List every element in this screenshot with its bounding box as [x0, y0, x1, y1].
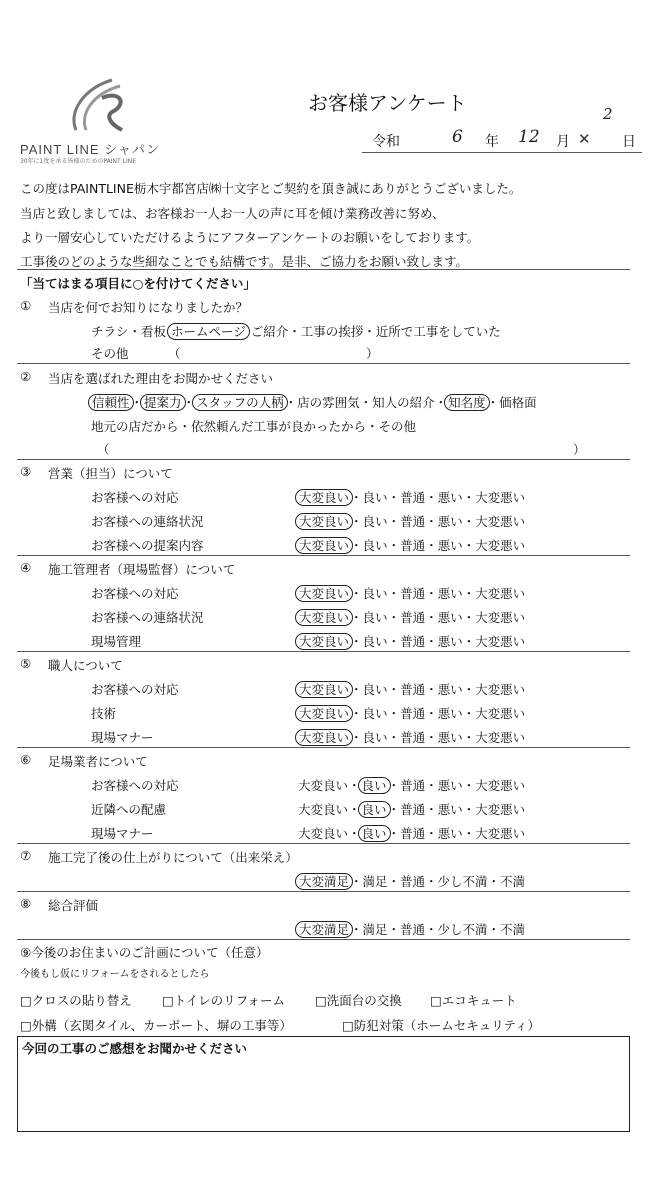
- q3-item-3-label: お客様への提案内容: [91, 538, 204, 553]
- q7-scale: 大変満足・満足・普通・少し不満・不満: [298, 872, 525, 890]
- q3-item-2-scale: 大変良い・良い・普通・悪い・大変悪い: [298, 512, 525, 530]
- q7-title: 施工完了後の仕上がりについて（出来栄え）: [48, 850, 298, 865]
- q4-item-3-scale: 大変良い・良い・普通・悪い・大変悪い: [298, 632, 525, 650]
- q5-item-3-scale: 大変良い・良い・普通・悪い・大変悪い: [298, 728, 525, 746]
- q4-item-3-selected[interactable]: 大変良い: [295, 633, 353, 650]
- q1-opt-flyer: チラシ・看板: [91, 324, 167, 339]
- q1-other-label: その他: [91, 346, 129, 361]
- intro-line-4: 工事後のどのような些細なことでも結構です。是非、ご協力をお願い致します。: [20, 254, 469, 269]
- intro-line-2: 当店と致しましては、お客様お一人お一人の声に耳を傾け業務改善に努め、: [20, 206, 445, 221]
- date-day-value: 2: [603, 105, 613, 123]
- q5-item-1-selected[interactable]: 大変良い: [295, 681, 353, 698]
- divider-q6: [17, 843, 630, 844]
- divider-q8: [17, 939, 630, 940]
- q6-item-1-selected[interactable]: 良い: [358, 777, 391, 794]
- q2-other-close: ）: [573, 442, 586, 457]
- q2-reason-price: 価格面: [499, 395, 537, 410]
- q2-reason-fame-circled[interactable]: 知名度: [444, 394, 490, 411]
- intro-line-3: より一層安心していただけるようにアフターアンケートのお願いをしております。: [20, 230, 480, 245]
- q6-item-3-label: 現場マナー: [91, 826, 154, 841]
- q2-reason-mid: 店の雰囲気・知人の紹介: [297, 395, 435, 410]
- divider-q4: [17, 651, 630, 652]
- q1-other-open: （: [168, 346, 181, 361]
- q2-number: ②: [20, 369, 32, 384]
- q6-item-2-selected[interactable]: 良い: [358, 801, 391, 818]
- date-year-value: 6: [452, 127, 463, 147]
- comment-box[interactable]: [17, 1036, 630, 1132]
- q9-check-toilet[interactable]: □トイレのリフォーム: [162, 993, 286, 1008]
- q4-title: 施工管理者（現場監督）について: [48, 562, 236, 577]
- q9-check-washbasin[interactable]: □洗面台の交換: [315, 993, 402, 1008]
- q4-number: ④: [20, 560, 32, 575]
- q8-title: 総合評価: [48, 898, 99, 913]
- q9-check-ecocute[interactable]: □エコキュート: [430, 993, 517, 1008]
- q6-item-2-label: 近隣への配慮: [91, 802, 167, 817]
- q5-item-2-scale: 大変良い・良い・普通・悪い・大変悪い: [298, 704, 525, 722]
- q2-line2: 地元の店だから・依然頼んだ工事が良かったから・その他: [91, 419, 417, 434]
- divider-top: [17, 269, 630, 270]
- q4-item-2-selected[interactable]: 大変良い: [295, 609, 353, 626]
- q6-item-1-scale: 大変良い・良い・普通・悪い・大変悪い: [298, 778, 526, 793]
- q5-title: 職人について: [48, 658, 123, 673]
- q1-opt-homepage-circled[interactable]: ホームページ: [167, 323, 250, 340]
- comment-label: 今回の工事のご感想をお聞かせください: [22, 1041, 248, 1056]
- logo-mark: [62, 74, 132, 136]
- q6-item-2-scale: 大変良い・良い・普通・悪い・大変悪い: [298, 802, 526, 817]
- instruction: 「当てはまる項目に○を付けてください」: [20, 276, 256, 291]
- q6-item-1-label: お客様への対応: [91, 778, 179, 793]
- q2-reason-proposal-circled[interactable]: 提案力: [140, 394, 186, 411]
- q5-item-3-selected[interactable]: 大変良い: [295, 729, 353, 746]
- divider-q1: [17, 363, 630, 364]
- q2-title: 当店を選ばれた理由をお聞かせください: [48, 371, 274, 386]
- q9-subtitle: 今後もし仮にリフォームをされるとしたら: [20, 969, 210, 980]
- q6-item-3-scale: 大変良い・良い・普通・悪い・大変悪い: [298, 826, 526, 841]
- q6-title: 足場業者について: [48, 754, 148, 769]
- q9-check-security[interactable]: □防犯対策（ホームセキュリティ）: [342, 1018, 541, 1033]
- q8-scale: 大変満足・満足・普通・少し不満・不満: [298, 920, 525, 938]
- q6-number: ⑥: [20, 752, 32, 767]
- divider-q2: [17, 459, 630, 460]
- q2-reason-trust-circled[interactable]: 信頼性: [88, 394, 134, 411]
- date-day-unit: 日: [622, 134, 636, 150]
- q4-item-1-selected[interactable]: 大変良い: [295, 585, 353, 602]
- q5-item-2-selected[interactable]: 大変良い: [295, 705, 353, 722]
- q4-item-3-label: 現場管理: [91, 634, 142, 649]
- divider-q5: [17, 747, 630, 748]
- date-underline: [362, 152, 642, 153]
- q7-number: ⑦: [20, 848, 32, 863]
- q2-reason-staff-circled[interactable]: スタッフの人柄: [192, 394, 288, 411]
- date-year-unit: 年: [485, 134, 499, 150]
- q3-item-3-selected[interactable]: 大変良い: [295, 537, 353, 554]
- logo-tagline: 30年に1度を承る皆様のためのPAINT LINE: [20, 158, 137, 165]
- q1-options: [91, 322, 501, 340]
- date-day-scratch: ✕: [578, 130, 591, 148]
- divider-q7: [17, 891, 630, 892]
- q2-reasons: 信頼性・提案力・スタッフの人柄・店の雰囲気・知人の紹介・知名度・価格面: [91, 393, 537, 411]
- q3-item-1-scale: 大変良い・良い・普通・悪い・大変悪い: [298, 488, 525, 506]
- q3-item-2-label: お客様への連絡状況: [91, 514, 204, 529]
- q3-item-1-label: お客様への対応: [91, 490, 179, 505]
- q1-number: ①: [20, 298, 32, 313]
- q4-item-2-label: お客様への連絡状況: [91, 610, 204, 625]
- q3-title: 営業（担当）について: [48, 466, 173, 481]
- q4-item-1-scale: 大変良い・良い・普通・悪い・大変悪い: [298, 584, 525, 602]
- q4-item-2-scale: 大変良い・良い・普通・悪い・大変悪い: [298, 608, 525, 626]
- q8-selected[interactable]: 大変満足: [295, 921, 353, 938]
- q5-item-1-label: お客様への対応: [91, 682, 179, 697]
- q9-title: ⑨今後のお住まいのご計画について（任意）: [20, 945, 269, 960]
- date-month-unit: 月: [556, 134, 570, 150]
- logo-name: PAINT LINE シャパン: [20, 142, 160, 157]
- q1-other-close: ）: [366, 346, 379, 361]
- q9-check-exterior[interactable]: □外構（玄関タイル、カーポート、塀の工事等）: [20, 1018, 292, 1033]
- q2-other-open: （: [97, 442, 110, 457]
- q4-item-1-label: お客様への対応: [91, 586, 179, 601]
- q1-title: 当店を何でお知りになりましたか？: [48, 300, 249, 315]
- q3-item-3-scale: 大変良い・良い・普通・悪い・大変悪い: [298, 536, 525, 554]
- q6-item-3-selected[interactable]: 良い: [358, 825, 391, 842]
- intro-line-1: この度はPAINTLINE栃木宇都宮店㈱十文字とご契約を頂き誠にありがとうございました。: [20, 181, 522, 196]
- q9-check-cloth[interactable]: □クロスの貼り替え: [20, 993, 132, 1008]
- q3-item-1-selected[interactable]: 大変良い: [295, 489, 353, 506]
- q8-number: ⑧: [20, 896, 32, 911]
- q3-item-2-selected[interactable]: 大変良い: [295, 513, 353, 530]
- q7-selected[interactable]: 大変満足: [295, 873, 353, 890]
- q5-item-3-label: 現場マナー: [91, 730, 154, 745]
- date-era: 令和: [372, 134, 400, 150]
- q1-opt-rest: ご紹介・工事の挨拶・近所で工事をしていた: [250, 324, 501, 339]
- q5-item-1-scale: 大変良い・良い・普通・悪い・大変悪い: [298, 680, 525, 698]
- page-title: お客様アンケート: [308, 91, 467, 115]
- date-month-value: 12: [518, 127, 540, 147]
- divider-q3: [17, 555, 630, 556]
- q3-number: ③: [20, 464, 32, 479]
- q5-item-2-label: 技術: [91, 706, 117, 721]
- q5-number: ⑤: [20, 656, 32, 671]
